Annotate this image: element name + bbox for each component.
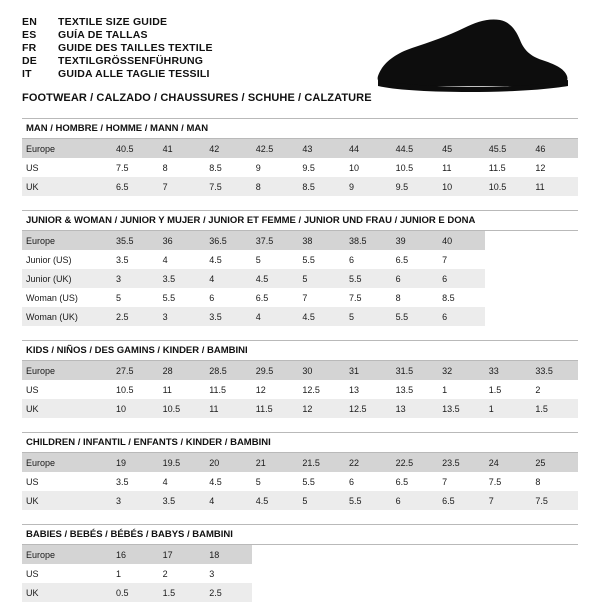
size-cell: 19 bbox=[112, 453, 159, 472]
size-cell: 4 bbox=[205, 269, 252, 288]
size-cell bbox=[531, 250, 578, 269]
size-cell: 5.5 bbox=[345, 269, 392, 288]
size-cell: 28.5 bbox=[205, 361, 252, 380]
size-cell: 5 bbox=[345, 307, 392, 326]
size-cell: 11 bbox=[531, 177, 578, 196]
size-cell: 21.5 bbox=[298, 453, 345, 472]
size-cell: 21 bbox=[252, 453, 299, 472]
table-row bbox=[22, 269, 578, 288]
size-cell bbox=[485, 288, 532, 307]
size-table bbox=[22, 231, 578, 326]
size-cell: 6.5 bbox=[255, 292, 269, 303]
size-tables-container bbox=[22, 118, 578, 602]
size-cell: 11 bbox=[205, 399, 252, 418]
size-cell bbox=[531, 583, 578, 602]
size-cell: 17 bbox=[159, 545, 206, 564]
size-cell: 2.5 bbox=[205, 583, 252, 602]
size-cell: 1 bbox=[485, 399, 532, 418]
language-code: ES bbox=[22, 29, 37, 41]
size-cell: 7.5 bbox=[205, 177, 252, 196]
size-cell: 12.5 bbox=[302, 384, 320, 395]
size-cell: 10.5 bbox=[159, 399, 206, 418]
row-label: Junior (US) bbox=[26, 254, 72, 265]
size-cell: 30 bbox=[298, 361, 345, 380]
size-cell: 3 bbox=[159, 307, 206, 326]
table-row bbox=[22, 158, 578, 177]
size-cell: 22 bbox=[345, 453, 392, 472]
size-cell: 5.5 bbox=[302, 476, 315, 487]
size-cell: 12 bbox=[535, 162, 546, 173]
size-cell: 46 bbox=[531, 139, 578, 158]
row-label: UK bbox=[22, 399, 112, 418]
table-row bbox=[22, 453, 578, 472]
row-label: US bbox=[26, 568, 39, 579]
size-cell: 3 bbox=[209, 568, 215, 579]
size-cell: 45 bbox=[438, 139, 485, 158]
size-cell: 4 bbox=[162, 476, 168, 487]
table-row bbox=[22, 177, 578, 196]
size-cell bbox=[298, 564, 345, 583]
language-code: IT bbox=[22, 68, 32, 80]
size-cell: 13.5 bbox=[395, 384, 414, 395]
row-label: US bbox=[26, 384, 39, 395]
row-label: US bbox=[26, 162, 39, 173]
size-cell: 1 bbox=[442, 384, 448, 395]
language-title: GUÍA DE TALLAS bbox=[58, 29, 148, 41]
size-cell: 11 bbox=[162, 384, 172, 395]
table-row bbox=[22, 139, 578, 158]
size-cell: 4 bbox=[205, 491, 252, 510]
size-cell: 16 bbox=[112, 545, 159, 564]
size-cell: 44.5 bbox=[392, 139, 439, 158]
table-row bbox=[22, 288, 578, 307]
size-cell: 38 bbox=[298, 231, 345, 250]
section-title: MAN / HOMBRE / HOMME / MANN / MAN bbox=[22, 118, 578, 139]
size-cell: 37.5 bbox=[252, 231, 299, 250]
size-cell bbox=[485, 231, 532, 250]
size-cell: 7 bbox=[442, 476, 448, 487]
size-cell: 8 bbox=[395, 292, 401, 303]
size-cell bbox=[485, 250, 532, 269]
size-cell: 1 bbox=[116, 568, 122, 579]
language-code: DE bbox=[22, 55, 37, 67]
size-cell bbox=[531, 307, 578, 326]
section-title: JUNIOR & WOMAN / JUNIOR Y MUJER / JUNIOR ET FEMME / JUNIOR UND FRAU / JUNIOR E DONA bbox=[22, 210, 578, 231]
size-cell: 10.5 bbox=[395, 162, 414, 173]
size-cell: 7 bbox=[485, 491, 532, 510]
row-label: UK bbox=[22, 177, 112, 196]
size-cell: 36.5 bbox=[205, 231, 252, 250]
size-cell: 3.5 bbox=[116, 476, 129, 487]
size-cell: 6 bbox=[438, 307, 485, 326]
size-cell: 2 bbox=[162, 568, 168, 579]
section-title: KIDS / NIÑOS / DES GAMINS / KINDER / BAMBINI bbox=[22, 340, 578, 361]
page-subtitle: FOOTWEAR / CALZADO / CHAUSSURES / SCHUHE / CALZATURE bbox=[22, 92, 372, 104]
size-cell: 7.5 bbox=[116, 162, 129, 173]
size-section bbox=[22, 210, 578, 326]
size-cell: 13.5 bbox=[438, 399, 485, 418]
language-title: TEXTILGRÖSSENFÜHRUNG bbox=[58, 55, 204, 67]
size-cell: 9.5 bbox=[392, 177, 439, 196]
size-cell: 24 bbox=[485, 453, 532, 472]
row-label: Europe bbox=[22, 231, 112, 250]
size-cell: 8.5 bbox=[298, 177, 345, 196]
size-cell: 5 bbox=[255, 254, 261, 265]
size-cell: 3.5 bbox=[205, 307, 252, 326]
size-cell: 7 bbox=[159, 177, 206, 196]
size-cell: 4.5 bbox=[209, 254, 222, 265]
size-cell: 7.5 bbox=[488, 476, 502, 487]
size-cell: 0.5 bbox=[112, 583, 159, 602]
size-cell bbox=[485, 307, 532, 326]
size-cell: 8 bbox=[162, 162, 168, 173]
language-title: GUIDE DES TAILLES TEXTILE bbox=[58, 42, 213, 54]
size-cell: 44 bbox=[345, 139, 392, 158]
size-cell bbox=[485, 545, 532, 564]
size-cell: 40.5 bbox=[112, 139, 159, 158]
size-cell: 4.5 bbox=[298, 307, 345, 326]
size-cell: 9 bbox=[345, 177, 392, 196]
size-cell bbox=[438, 545, 485, 564]
language-code: FR bbox=[22, 42, 37, 54]
size-cell: 22.5 bbox=[392, 453, 439, 472]
size-cell: 6.5 bbox=[395, 254, 409, 265]
size-cell: 5.5 bbox=[162, 292, 176, 303]
size-cell: 36 bbox=[159, 231, 206, 250]
size-cell: 12 bbox=[255, 384, 266, 395]
size-cell bbox=[485, 564, 532, 583]
size-section bbox=[22, 524, 578, 602]
size-cell bbox=[345, 545, 392, 564]
size-cell: 42 bbox=[205, 139, 252, 158]
size-cell: 5 bbox=[255, 476, 261, 487]
size-cell bbox=[531, 269, 578, 288]
row-label: Europe bbox=[22, 361, 112, 380]
table-row bbox=[22, 399, 578, 418]
language-title: TEXTILE SIZE GUIDE bbox=[58, 16, 168, 28]
size-cell: 10.5 bbox=[116, 384, 134, 395]
size-cell: 1.5 bbox=[159, 583, 206, 602]
row-label: Junior (UK) bbox=[22, 269, 112, 288]
row-label: Woman (US) bbox=[26, 292, 78, 303]
size-section bbox=[22, 118, 578, 196]
size-cell: 4.5 bbox=[252, 491, 299, 510]
size-cell: 7.5 bbox=[531, 491, 578, 510]
size-cell bbox=[531, 564, 578, 583]
table-row bbox=[22, 250, 578, 269]
size-cell: 4.5 bbox=[252, 269, 299, 288]
size-cell: 5 bbox=[298, 269, 345, 288]
size-cell bbox=[345, 564, 392, 583]
size-cell bbox=[438, 564, 485, 583]
section-title: BABIES / BEBÉS / BÉBÉS / BABYS / BAMBINI bbox=[22, 524, 578, 545]
size-cell: 23.5 bbox=[438, 453, 485, 472]
size-cell: 3.5 bbox=[159, 269, 206, 288]
size-cell: 29.5 bbox=[252, 361, 299, 380]
table-row bbox=[22, 231, 578, 250]
size-cell: 5.5 bbox=[302, 254, 315, 265]
size-cell: 2.5 bbox=[112, 307, 159, 326]
section-title: CHILDREN / INFANTIL / ENFANTS / KINDER / BAMBINI bbox=[22, 432, 578, 453]
size-section bbox=[22, 432, 578, 510]
size-cell: 31 bbox=[345, 361, 392, 380]
table-row bbox=[22, 491, 578, 510]
size-cell bbox=[298, 583, 345, 602]
row-label: UK bbox=[22, 491, 112, 510]
size-cell: 32 bbox=[438, 361, 485, 380]
size-cell: 5 bbox=[116, 292, 122, 303]
size-cell: 7 bbox=[442, 254, 448, 265]
size-cell bbox=[531, 231, 578, 250]
size-cell bbox=[252, 545, 299, 564]
size-cell: 35.5 bbox=[112, 231, 159, 250]
size-cell: 38.5 bbox=[345, 231, 392, 250]
dress-shoe-icon bbox=[372, 14, 572, 100]
size-cell: 9 bbox=[255, 162, 261, 173]
size-cell: 12.5 bbox=[345, 399, 392, 418]
size-cell: 4.5 bbox=[209, 476, 222, 487]
size-cell: 45.5 bbox=[485, 139, 532, 158]
size-cell bbox=[392, 564, 439, 583]
row-label: UK bbox=[22, 583, 112, 602]
size-cell: 11.5 bbox=[488, 162, 506, 173]
size-cell: 6.5 bbox=[112, 177, 159, 196]
size-cell: 5 bbox=[298, 491, 345, 510]
size-cell: 13 bbox=[348, 384, 359, 395]
size-cell: 5.5 bbox=[392, 307, 439, 326]
size-cell: 28 bbox=[159, 361, 206, 380]
size-cell bbox=[252, 583, 299, 602]
row-label: Woman (UK) bbox=[22, 307, 112, 326]
size-cell: 10 bbox=[348, 162, 359, 173]
size-cell: 6 bbox=[438, 269, 485, 288]
size-cell: 27.5 bbox=[112, 361, 159, 380]
table-row bbox=[22, 545, 578, 564]
table-row bbox=[22, 361, 578, 380]
size-table bbox=[22, 545, 578, 602]
size-cell: 13 bbox=[392, 399, 439, 418]
size-cell: 7 bbox=[302, 292, 308, 303]
size-cell: 33.5 bbox=[531, 361, 578, 380]
size-table bbox=[22, 139, 578, 196]
size-cell: 10 bbox=[112, 399, 159, 418]
size-cell bbox=[485, 269, 532, 288]
size-cell: 3.5 bbox=[116, 254, 129, 265]
size-cell: 42.5 bbox=[252, 139, 299, 158]
size-cell: 6.5 bbox=[395, 476, 409, 487]
row-label: Europe bbox=[22, 453, 112, 472]
table-row bbox=[22, 564, 578, 583]
size-cell: 4 bbox=[252, 307, 299, 326]
size-cell: 43 bbox=[298, 139, 345, 158]
size-cell bbox=[252, 564, 299, 583]
row-label: Europe bbox=[22, 139, 112, 158]
size-cell: 31.5 bbox=[392, 361, 439, 380]
size-cell bbox=[392, 545, 439, 564]
table-row bbox=[22, 472, 578, 491]
size-cell: 8.5 bbox=[209, 162, 222, 173]
size-cell: 11.5 bbox=[209, 384, 227, 395]
row-label: US bbox=[26, 476, 39, 487]
size-cell: 11.5 bbox=[252, 399, 299, 418]
size-cell: 6.5 bbox=[438, 491, 485, 510]
size-cell: 9.5 bbox=[302, 162, 315, 173]
size-cell: 2 bbox=[535, 384, 541, 395]
size-cell: 6 bbox=[392, 269, 439, 288]
size-cell: 3 bbox=[112, 269, 159, 288]
table-row bbox=[22, 380, 578, 399]
language-title: GUIDA ALLE TAGLIE TESSILI bbox=[58, 68, 210, 80]
size-cell: 6 bbox=[348, 476, 354, 487]
size-cell: 25 bbox=[531, 453, 578, 472]
size-cell: 8.5 bbox=[442, 292, 455, 303]
size-cell: 10.5 bbox=[485, 177, 532, 196]
size-cell: 18 bbox=[205, 545, 252, 564]
size-cell: 33 bbox=[485, 361, 532, 380]
size-cell bbox=[531, 288, 578, 307]
size-cell: 19.5 bbox=[159, 453, 206, 472]
size-cell: 6 bbox=[392, 491, 439, 510]
size-cell: 3 bbox=[112, 491, 159, 510]
size-cell: 1.5 bbox=[531, 399, 578, 418]
size-cell: 8 bbox=[252, 177, 299, 196]
size-cell: 3.5 bbox=[159, 491, 206, 510]
size-cell: 11 bbox=[442, 162, 452, 173]
size-cell bbox=[531, 545, 578, 564]
size-table bbox=[22, 453, 578, 510]
page-header bbox=[22, 16, 578, 104]
size-cell: 4 bbox=[162, 254, 168, 265]
row-label: Europe bbox=[22, 545, 112, 564]
size-cell: 7.5 bbox=[348, 292, 362, 303]
size-cell: 41 bbox=[159, 139, 206, 158]
size-cell bbox=[345, 583, 392, 602]
size-cell bbox=[485, 583, 532, 602]
size-section bbox=[22, 340, 578, 418]
size-cell: 8 bbox=[535, 476, 541, 487]
size-cell: 20 bbox=[205, 453, 252, 472]
size-cell: 40 bbox=[438, 231, 485, 250]
size-cell: 39 bbox=[392, 231, 439, 250]
table-row bbox=[22, 583, 578, 602]
size-cell: 5.5 bbox=[345, 491, 392, 510]
size-cell: 12 bbox=[298, 399, 345, 418]
size-cell bbox=[438, 583, 485, 602]
size-cell bbox=[392, 583, 439, 602]
size-cell bbox=[298, 545, 345, 564]
size-cell: 6 bbox=[348, 254, 354, 265]
size-cell: 1.5 bbox=[488, 384, 502, 395]
table-row bbox=[22, 307, 578, 326]
language-code: EN bbox=[22, 16, 37, 28]
size-cell: 6 bbox=[209, 292, 215, 303]
size-cell: 10 bbox=[438, 177, 485, 196]
size-table bbox=[22, 361, 578, 418]
